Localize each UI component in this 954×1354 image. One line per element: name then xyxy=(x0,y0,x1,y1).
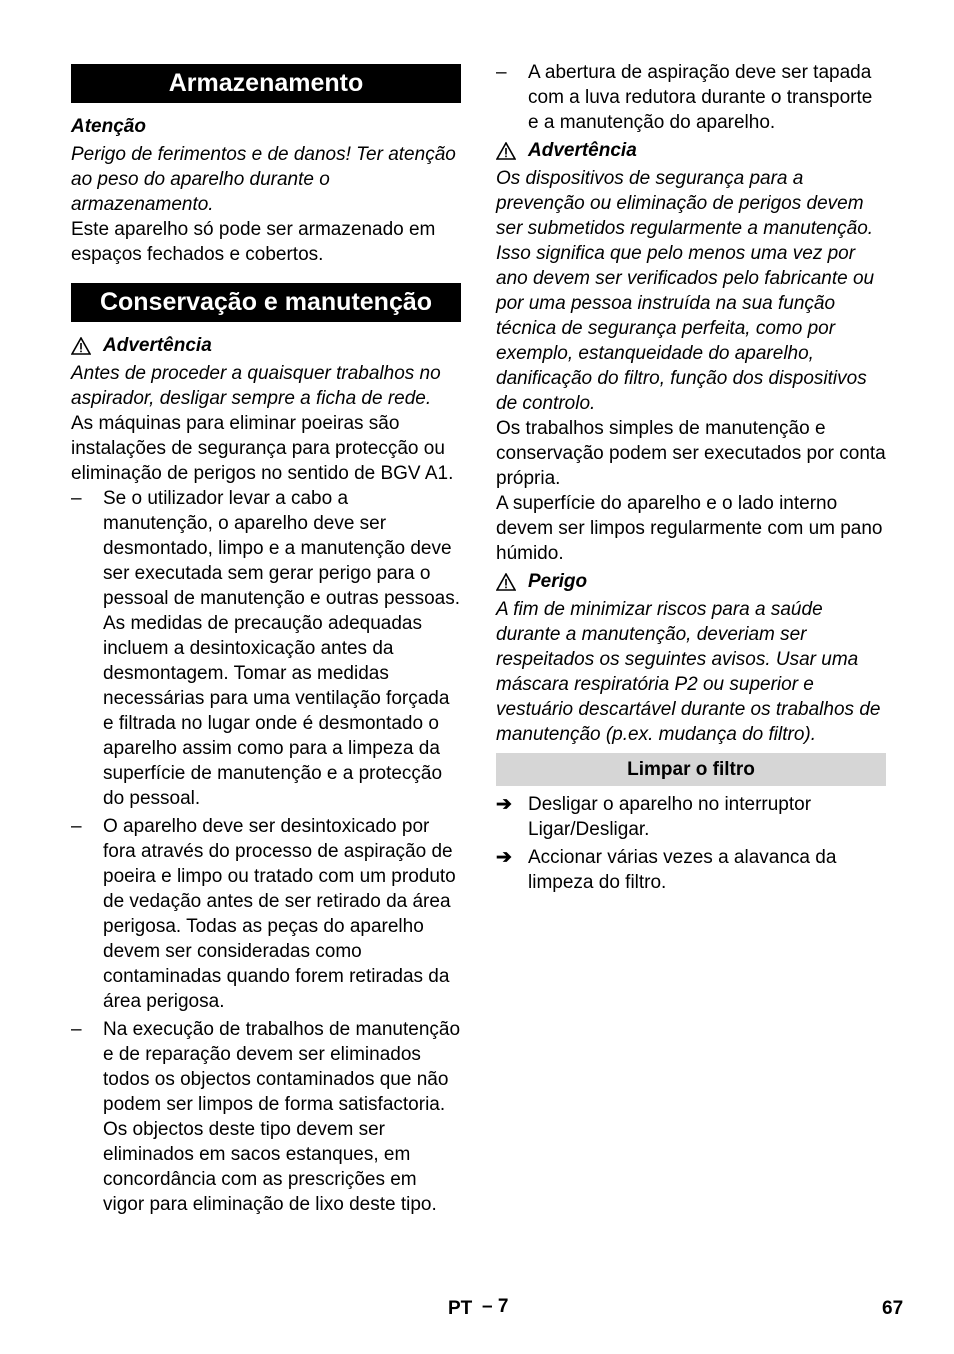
list-item: – O aparelho deve ser desintoxicado por fora através do processo de aspiração de poeira e limpo ou tratado com um produto de vedação antes de ser retirado da área perigosa. Todas as peças do aparelho devem ser consideradas como contaminadas quando forem retiradas da área perigosa. xyxy=(71,816,456,1012)
storage-text: Este aparelho só pode ser armazenado em espaços fechados e cobertos. xyxy=(71,219,436,265)
list-item: ➔ Desligar o aparelho no interruptor Ligar/Desligar. xyxy=(496,794,812,840)
danger-text: A fim de minimizar riscos para a saúde durante a manutenção, deveriam ser respeitados os seguintes avisos. Usar uma máscara respiratória P2 ou superior e vestuário descartável durante os trabalhos de manutenção (p.ex. mudança do filtro). xyxy=(496,599,881,745)
dash-bullet: – xyxy=(71,488,82,509)
footer-page-number: 67 xyxy=(882,1298,904,1319)
list-item: ➔ Accionar várias vezes a alavanca da limpeza do filtro. xyxy=(496,847,837,893)
maintenance-list xyxy=(71,486,461,1217)
simple-maintenance-text: Os trabalhos simples de manutenção e conservação podem ser executados por conta própria. xyxy=(496,418,886,489)
list-item: – Se o utilizador levar a cabo a manutenção, o aparelho deve ser desmontado, limpo e a manutenção deve ser executada sem gerar perigo para o pessoal de manutenção e outras pessoas. As medidas de precaução adequadas incluem a desintoxicação antes da desmontagem. Tomar as medidas necessárias para uma ventilação forçada e filtrada no lugar onde é desmontado o aparelho assim como para a limpeza da superfície de manutenção e a protecção do pessoal. xyxy=(71,488,461,809)
maintenance-heading: Conservação e manutenção xyxy=(71,283,461,322)
right-warning-label: Advertência xyxy=(496,138,886,163)
filter-steps xyxy=(496,792,886,895)
dash-bullet: – xyxy=(71,816,82,837)
arrow-right-icon: ➔ xyxy=(496,847,512,868)
left-column xyxy=(71,60,461,1220)
maintenance-text: As máquinas para eliminar poeiras são instalações de segurança para protecção ou eliminação de perigos no sentido de BGV A1. xyxy=(71,413,454,484)
maintenance-warning-text: Antes de proceder a quaisquer trabalhos no aspirador, desligar sempre a ficha de rede. xyxy=(71,363,441,409)
attention-label: Atenção xyxy=(71,116,146,137)
dash-bullet: – xyxy=(496,62,507,83)
warning-triangle-icon xyxy=(496,573,516,591)
attention-text: Perigo de ferimentos e de danos! Ter atenção ao peso do aparelho durante o armazenamento. xyxy=(71,144,456,215)
right-column xyxy=(496,60,886,898)
filter-cleaning-heading: Limpar o filtro xyxy=(496,753,886,786)
footer-language: PT xyxy=(448,1298,473,1319)
warning-triangle-icon xyxy=(496,142,516,160)
arrow-right-icon: ➔ xyxy=(496,794,512,815)
surface-cleaning-text: A superfície do aparelho e o lado interno devem ser limpos regularmente com um pano húmido. xyxy=(496,493,883,564)
right-warning-text: Os dispositivos de segurança para a prevenção ou eliminação de perigos devem ser submetidos regularmente a manutenção. Isso significa que pelo menos uma vez por ano devem ser verificados pelo fabricante ou por uma pessoa instruída na sua função técnica de segurança perfeita, como por exemplo, estanqueidade do aparelho, danificação do filtro, função dos dispositivos de controlo. xyxy=(496,168,875,414)
footer-section-page: – 7 xyxy=(482,1296,509,1317)
list-item: – Na execução de trabalhos de manutenção e de reparação devem ser eliminados todos os objectos contaminados que não podem ser limpos de forma satisfactoria. Os objectos deste tipo devem ser eliminados em sacos estanques, em concordância com as prescrições em vigor para eliminação de lixo deste tipo. xyxy=(71,1019,461,1215)
danger-label: Perigo xyxy=(496,569,886,594)
list-item: – A abertura de aspiração deve ser tapada com a luva redutora durante o transporte e a manutenção do aparelho. xyxy=(496,62,873,133)
dash-bullet: – xyxy=(71,1019,82,1040)
right-list xyxy=(496,60,886,135)
maintenance-warning-label: Advertência xyxy=(71,333,461,358)
storage-heading: Armazenamento xyxy=(71,64,461,103)
warning-triangle-icon xyxy=(71,337,91,355)
